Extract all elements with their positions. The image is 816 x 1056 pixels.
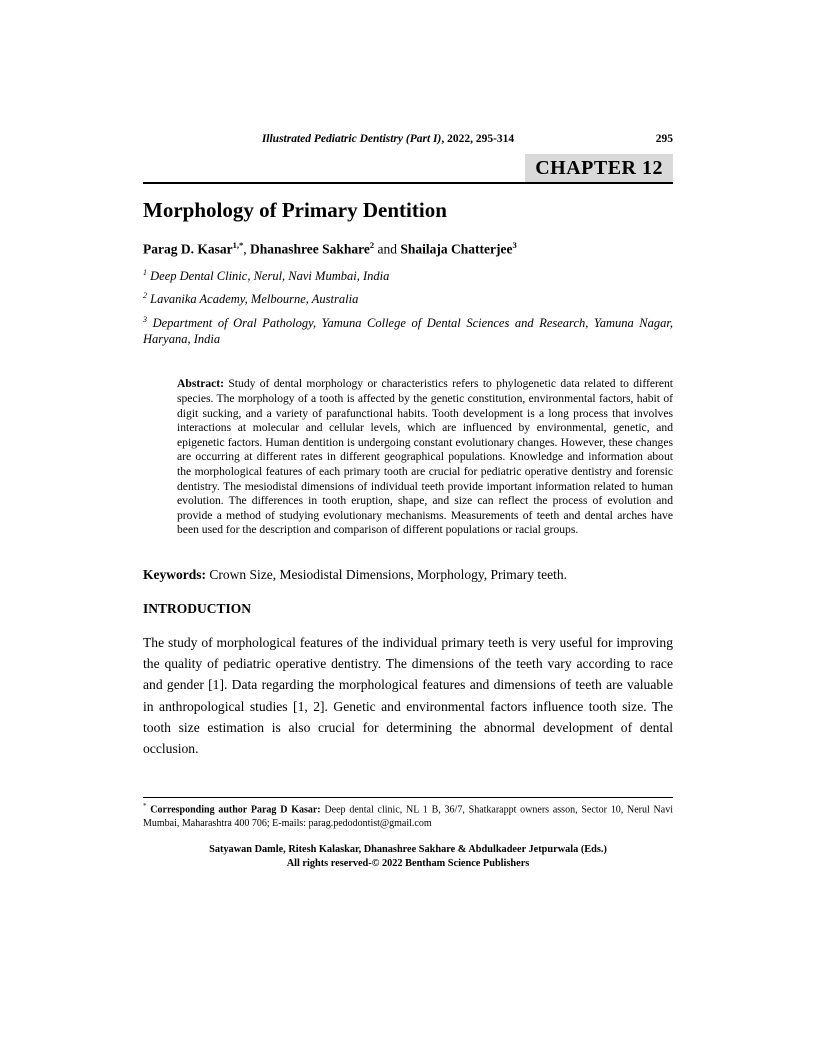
chapter-title: Morphology of Primary Dentition: [143, 198, 447, 222]
affiliation-text: Lavanika Academy, Melbourne, Australia: [150, 292, 359, 307]
author-affiliation-marker: 2: [369, 240, 375, 250]
abstract-text: Study of dental morphology or characteristics refers to phylogenetic data related to different species. The morphology of a tooth is affected by the genetic constitution, environmental factors, habit of digit sucking, and a variety of parafunctional habits. Tooth development is a long process that involves interactions at molecular and cellular levels, which are influenced by environmental, genetic, and epigenetic factors. Human dentition is undergoing constant evolutionary changes. However, these changes are occurring at different rates in different geographical populations. Knowledge and information about the morphological features of each primary tooth are crucial for pediatric operative dentistry and forensic dentistry. The mesiodistal dimensions of individual teeth provide important information related to human evolution. The differences in tooth eruption, shape, and size can reflect the process of evolution and provide a method of studying evolutionary mechanisms. Measurements of teeth and dental arches have been used for the description and comparison of different populations or racial groups.: [177, 377, 673, 537]
affiliation-marker: 1: [143, 267, 147, 277]
page-content: [143, 0, 673, 759]
corresponding-author-footnote: [143, 802, 673, 830]
running-head: [143, 133, 673, 145]
author-separator: and: [374, 241, 401, 257]
abstract-block: [177, 377, 673, 538]
affiliations: [143, 268, 673, 348]
author-name: Dhanashree Sakhare: [249, 241, 370, 257]
page-number: 295: [655, 133, 673, 145]
rights-line: All rights reserved-© 2022 Bentham Science Publishers: [286, 858, 530, 870]
section-heading-introduction: INTRODUCTION: [143, 601, 252, 616]
keywords-line: [143, 567, 673, 583]
abstract-label: Abstract:: [177, 377, 225, 391]
chapter-banner-row: [143, 154, 673, 184]
affiliation-item: [143, 268, 673, 285]
publisher-block: [143, 843, 673, 871]
introduction-paragraph: The study of morphological features of the individual primary teeth is very useful for improving the quality of pediatric operative dentistry. The dimensions of the teeth vary according to race and gender [1]. Data regarding the morphological features and dimensions of teeth are valuable in anthropological studies [1, 2]. Genetic and environmental factors influence tooth size. The tooth size estimation is also crucial for determining the abnormal development of dental occlusion.: [143, 635, 673, 757]
chapter-banner: CHAPTER 12: [525, 154, 673, 182]
author-name: Parag D. Kasar: [143, 241, 233, 257]
footnote-bold-text: Corresponding author Parag D Kasar:: [146, 804, 321, 816]
footnote-divider: [143, 797, 673, 798]
affiliation-text: Department of Oral Pathology, Yamuna College of Dental Sciences and Research, Yamuna Nagar, Haryana, India: [143, 316, 674, 346]
affiliation-text: Deep Dental Clinic, Nerul, Navi Mumbai, India: [150, 268, 390, 283]
author-name: Shailaja Chatterjee: [400, 241, 513, 257]
footnote-text: Deep dental clinic, NL 1 B, 36/7, Shatkarappt owners asson, Sector 10, Nerul Navi Mumbai, Maharashtra 400 706; E-mails: parag.pedodontist@gmail.com: [143, 804, 673, 829]
page-footer: [143, 797, 673, 871]
affiliation-marker: 2: [143, 291, 147, 301]
running-title: Illustrated Pediatric Dentistry (Part I): [261, 133, 442, 145]
keywords-text: Crown Size, Mesiodistal Dimensions, Morphology, Primary teeth.: [206, 567, 567, 582]
author-separator: ,: [243, 241, 250, 257]
editors-line: Satyawan Damle, Ritesh Kalaskar, Dhanashree Sakhare & Abdulkadeer Jetpurwala (Eds.): [209, 844, 607, 856]
affiliation-item: [143, 315, 673, 347]
affiliation-item: [143, 291, 673, 308]
author-affiliation-marker: 3: [512, 240, 517, 250]
affiliation-marker: 3: [143, 315, 147, 325]
keywords-label: Keywords:: [143, 567, 206, 582]
running-title-citation: , 2022, 295-314: [441, 133, 515, 145]
authors-line: [143, 240, 673, 258]
footnote-marker: *: [143, 802, 147, 810]
author-affiliation-marker: 1,*: [232, 240, 244, 250]
